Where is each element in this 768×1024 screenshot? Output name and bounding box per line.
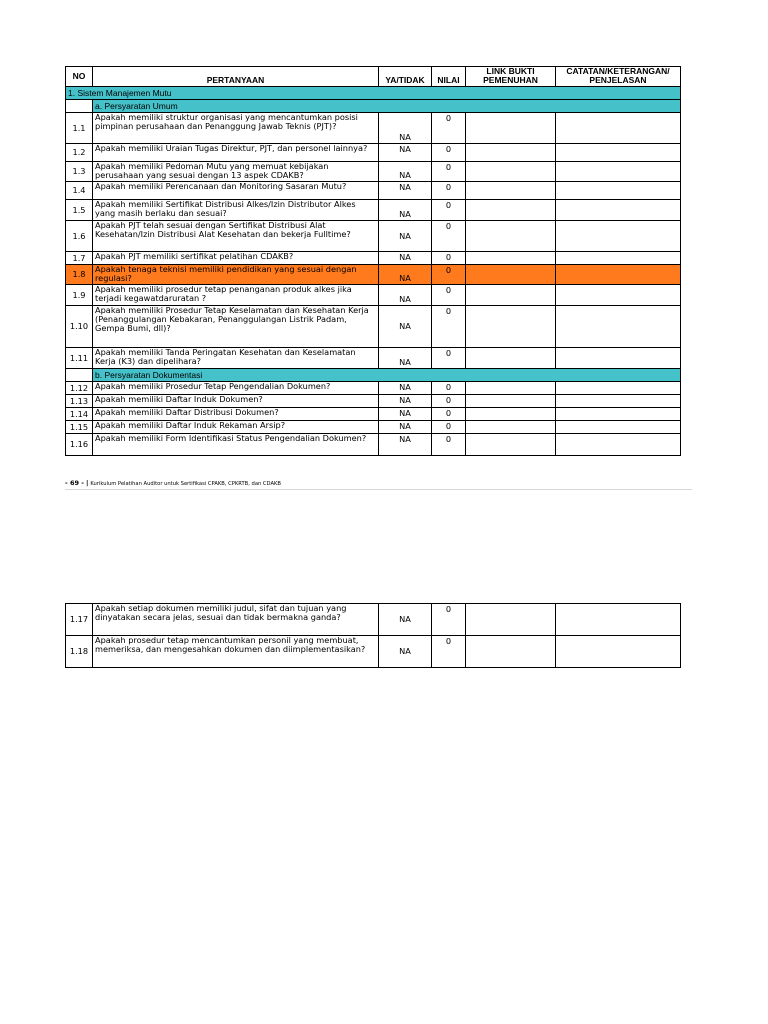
- nilai-value: 0: [432, 434, 466, 456]
- question-text: Apakah memiliki Pedoman Mutu yang memuat kebijakan perusahaan yang sesuai dengan 13 aspek CDAKB?: [93, 162, 379, 182]
- catatan-cell[interactable]: [556, 182, 681, 200]
- link-bukti-cell[interactable]: [466, 285, 556, 306]
- ya-tidak-value: NA: [379, 221, 432, 252]
- page-number: - 69 -: [65, 479, 84, 487]
- catatan-cell[interactable]: [556, 285, 681, 306]
- question-text: Apakah memiliki Daftar Induk Dokumen?: [93, 395, 379, 408]
- link-bukti-cell[interactable]: [466, 265, 556, 285]
- row-number: 1.18: [66, 636, 93, 668]
- row-number: 1.4: [66, 182, 93, 200]
- table-row: [66, 200, 681, 221]
- catatan-cell[interactable]: [556, 636, 681, 668]
- catatan-cell[interactable]: [556, 113, 681, 144]
- table-row: [66, 636, 681, 668]
- nilai-value: 0: [432, 265, 466, 285]
- row-number: 1.10: [66, 306, 93, 348]
- table-row: [66, 408, 681, 421]
- nilai-value: 0: [432, 408, 466, 421]
- subsection-title-b: b. Persyaratan Dokumentasi: [93, 369, 681, 382]
- page-footer: [65, 479, 692, 490]
- question-text: Apakah prosedur tetap mencantumkan personil yang membuat, memeriksa, dan mengesahkan dokumen dan diimplementasikan?: [93, 636, 379, 668]
- row-number: 1.13: [66, 395, 93, 408]
- table-row: [66, 221, 681, 252]
- link-bukti-cell[interactable]: [466, 221, 556, 252]
- question-text: Apakah memiliki Uraian Tugas Direktur, PJT, dan personel lainnya?: [93, 144, 379, 162]
- nilai-value: 0: [432, 636, 466, 668]
- ya-tidak-value: NA: [379, 604, 432, 636]
- catatan-cell[interactable]: [556, 348, 681, 369]
- header-row: [66, 67, 681, 87]
- nilai-value: 0: [432, 348, 466, 369]
- catatan-cell[interactable]: [556, 144, 681, 162]
- row-number: 1.17: [66, 604, 93, 636]
- subsection-row-a: [66, 100, 681, 113]
- link-bukti-cell[interactable]: [466, 348, 556, 369]
- section-title: 1. Sistem Manajemen Mutu: [66, 87, 681, 100]
- catatan-cell[interactable]: [556, 382, 681, 395]
- catatan-cell[interactable]: [556, 162, 681, 182]
- catatan-cell[interactable]: [556, 421, 681, 434]
- link-bukti-cell[interactable]: [466, 382, 556, 395]
- blank-cell: [66, 100, 93, 113]
- nilai-value: 0: [432, 604, 466, 636]
- ya-tidak-value: NA: [379, 306, 432, 348]
- ya-tidak-value: NA: [379, 285, 432, 306]
- link-bukti-cell[interactable]: [466, 395, 556, 408]
- question-text: Apakah memiliki struktur organisasi yang mencantumkan posisi pimpinan perusahaan dan Penanggung Jawab Teknis (PJT)?: [93, 113, 379, 144]
- table-row: [66, 395, 681, 408]
- catatan-cell[interactable]: [556, 434, 681, 456]
- link-bukti-cell[interactable]: [466, 144, 556, 162]
- link-bukti-cell[interactable]: [466, 636, 556, 668]
- catatan-cell[interactable]: [556, 306, 681, 348]
- table-row: [66, 348, 681, 369]
- checklist-table-continued: [65, 603, 681, 668]
- catatan-cell[interactable]: [556, 395, 681, 408]
- catatan-cell[interactable]: [556, 200, 681, 221]
- link-bukti-cell[interactable]: [466, 182, 556, 200]
- question-text: Apakah tenaga teknisi memiliki pendidikan yang sesuai dengan regulasi?: [93, 265, 379, 285]
- table-row: [66, 144, 681, 162]
- row-number: 1.14: [66, 408, 93, 421]
- rows-a: [66, 113, 681, 369]
- link-bukti-cell[interactable]: [466, 162, 556, 182]
- ya-tidak-value: NA: [379, 382, 432, 395]
- rows-c: [66, 604, 681, 668]
- ya-tidak-value: NA: [379, 252, 432, 265]
- section-row: [66, 87, 681, 100]
- question-text: Apakah memiliki Daftar Induk Rekaman Arsip?: [93, 421, 379, 434]
- nilai-value: 0: [432, 113, 466, 144]
- nilai-value: 0: [432, 306, 466, 348]
- header-catatan: CATATAN/KETERANGAN/ PENJELASAN: [556, 67, 681, 87]
- row-number: 1.15: [66, 421, 93, 434]
- catatan-cell[interactable]: [556, 604, 681, 636]
- link-bukti-cell[interactable]: [466, 306, 556, 348]
- row-number: 1.7: [66, 252, 93, 265]
- ya-tidak-value: NA: [379, 113, 432, 144]
- table-row: [66, 434, 681, 456]
- row-number: 1.3: [66, 162, 93, 182]
- ya-tidak-value: NA: [379, 182, 432, 200]
- ya-tidak-value: NA: [379, 162, 432, 182]
- catatan-cell[interactable]: [556, 252, 681, 265]
- ya-tidak-value: NA: [379, 144, 432, 162]
- catatan-cell[interactable]: [556, 265, 681, 285]
- header-nilai: NILAI: [432, 67, 466, 87]
- catatan-cell[interactable]: [556, 408, 681, 421]
- subsection-title-a: a. Persyaratan Umum: [93, 100, 681, 113]
- table-row: [66, 182, 681, 200]
- header-ya-tidak: YA/TIDAK: [379, 67, 432, 87]
- row-number: 1.9: [66, 285, 93, 306]
- table-row: [66, 162, 681, 182]
- link-bukti-cell[interactable]: [466, 604, 556, 636]
- ya-tidak-value: NA: [379, 348, 432, 369]
- row-number: 1.16: [66, 434, 93, 456]
- table-row: [66, 421, 681, 434]
- header-no: NO: [66, 67, 93, 87]
- link-bukti-cell[interactable]: [466, 421, 556, 434]
- header-link-bukti: LINK BUKTI PEMENUHAN: [466, 67, 556, 87]
- question-text: Apakah memiliki prosedur tetap penanganan produk alkes jika terjadi kegawatdaruratan ?: [93, 285, 379, 306]
- question-text: Apakah memiliki Prosedur Tetap Keselamatan dan Kesehatan Kerja (Penanggulangan Kebakaran, Penanggulangan Listrik Padam, Gempa Bumi, dll)?: [93, 306, 379, 348]
- nilai-value: 0: [432, 395, 466, 408]
- ya-tidak-value: NA: [379, 265, 432, 285]
- row-number: 1.6: [66, 221, 93, 252]
- table-row: [66, 306, 681, 348]
- link-bukti-cell[interactable]: [466, 252, 556, 265]
- footer-source: Kurikulum Pelatihan Auditor untuk Sertifikasi CPAKB, CPKRTB, dan CDAKB: [90, 481, 281, 487]
- row-number: 1.5: [66, 200, 93, 221]
- rows-b: [66, 382, 681, 456]
- row-number: 1.11: [66, 348, 93, 369]
- table-row: [66, 265, 681, 285]
- ya-tidak-value: NA: [379, 421, 432, 434]
- nilai-value: 0: [432, 382, 466, 395]
- table-row: [66, 285, 681, 306]
- question-text: Apakah memiliki Perencanaan dan Monitoring Sasaran Mutu?: [93, 182, 379, 200]
- ya-tidak-value: NA: [379, 434, 432, 456]
- nilai-value: 0: [432, 285, 466, 306]
- nilai-value: 0: [432, 221, 466, 252]
- question-text: Apakah setiap dokumen memiliki judul, sifat dan tujuan yang dinyatakan secara jelas, sesuai dan tidak bermakna ganda?: [93, 604, 379, 636]
- question-text: Apakah memiliki Tanda Peringatan Kesehatan dan Keselamatan Kerja (K3) dan dipelihara?: [93, 348, 379, 369]
- row-number: 1.12: [66, 382, 93, 395]
- question-text: Apakah PJT telah sesuai dengan Sertifikat Distribusi Alat Kesehatan/Izin Distribusi Alat Kesehatan dan bekerja Fulltime?: [93, 221, 379, 252]
- table-row: [66, 604, 681, 636]
- table-row: [66, 113, 681, 144]
- nilai-value: 0: [432, 182, 466, 200]
- nilai-value: 0: [432, 162, 466, 182]
- row-number: 1.1: [66, 113, 93, 144]
- question-text: Apakah PJT memiliki sertifikat pelatihan CDAKB?: [93, 252, 379, 265]
- question-text: Apakah memiliki Daftar Distribusi Dokumen?: [93, 408, 379, 421]
- link-bukti-cell[interactable]: [466, 200, 556, 221]
- row-number: 1.2: [66, 144, 93, 162]
- catatan-cell[interactable]: [556, 221, 681, 252]
- ya-tidak-value: NA: [379, 395, 432, 408]
- blank-cell: [66, 369, 93, 382]
- nilai-value: 0: [432, 252, 466, 265]
- question-text: Apakah memiliki Sertifikat Distribusi Alkes/Izin Distributor Alkes yang masih berlaku dan sesuai?: [93, 200, 379, 221]
- subsection-row-b: [66, 369, 681, 382]
- ya-tidak-value: NA: [379, 636, 432, 668]
- table-row: [66, 382, 681, 395]
- link-bukti-cell[interactable]: [466, 408, 556, 421]
- link-bukti-cell[interactable]: [466, 434, 556, 456]
- question-text: Apakah memiliki Prosedur Tetap Pengendalian Dokumen?: [93, 382, 379, 395]
- nilai-value: 0: [432, 200, 466, 221]
- ya-tidak-value: NA: [379, 200, 432, 221]
- footer-separator: |: [85, 479, 89, 487]
- row-number: 1.8: [66, 265, 93, 285]
- table-row: [66, 252, 681, 265]
- ya-tidak-value: NA: [379, 408, 432, 421]
- question-text: Apakah memiliki Form Identifikasi Status Pengendalian Dokumen?: [93, 434, 379, 456]
- checklist-table: [65, 66, 681, 456]
- nilai-value: 0: [432, 144, 466, 162]
- nilai-value: 0: [432, 421, 466, 434]
- link-bukti-cell[interactable]: [466, 113, 556, 144]
- header-pertanyaan: PERTANYAAN: [93, 67, 379, 87]
